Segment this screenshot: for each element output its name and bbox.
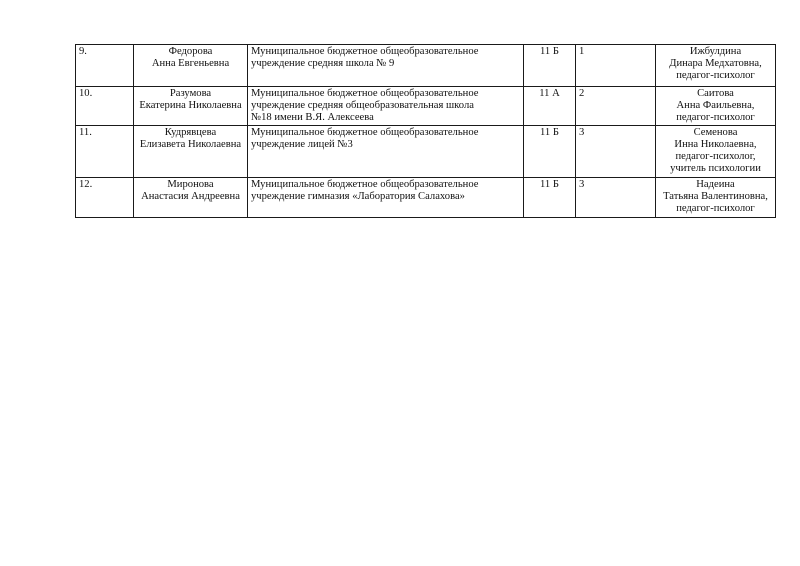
school-line: №18 имени В.Я. Алексеева (251, 112, 374, 124)
mentor (656, 125, 776, 177)
mentor-line: Ижбулдина (689, 46, 742, 57)
participant-given-name: Анастасия Андреевна (141, 190, 240, 202)
school-name (248, 125, 524, 177)
school-line: Муниципальное бюджетное общеобразовательное (251, 46, 479, 57)
school-line: Муниципальное бюджетное общеобразовательное (251, 126, 479, 138)
table-row (76, 87, 776, 126)
mentor-line: педагог-психолог (676, 70, 755, 82)
school-line: Муниципальное бюджетное общеобразовательное (251, 88, 479, 99)
participant-name (134, 45, 248, 87)
mentor-line: Саитова (697, 88, 734, 99)
grade: 11 Б (524, 125, 576, 177)
table-row (76, 177, 776, 217)
school-line: учреждение средняя школа № 9 (251, 58, 395, 70)
participants-table (75, 44, 776, 218)
mentor (656, 45, 776, 87)
participant-given-name: Екатерина Николаевна (139, 100, 242, 112)
row-number: 10. (76, 87, 134, 126)
place: 3 (576, 177, 656, 217)
participant-given-name: Анна Евгеньевна (151, 58, 230, 70)
mentor-line: Инна Николаевна, (674, 138, 757, 150)
place: 2 (576, 87, 656, 126)
mentor-line: Динара Медхатовна, (669, 58, 762, 70)
row-number: 12. (76, 177, 134, 217)
place: 1 (576, 45, 656, 87)
grade: 11 А (524, 87, 576, 126)
school-name (248, 177, 524, 217)
participant-surname: Кудрявцева (164, 126, 217, 138)
participant-surname: Федорова (168, 46, 213, 57)
participant-surname: Миронова (167, 178, 214, 190)
participant-name (134, 125, 248, 177)
participant-given-name: Елизавета Николаевна (139, 138, 242, 150)
mentor-line: Татьяна Валентиновна, (663, 190, 768, 202)
school-line: учреждение гимназия «Лаборатория Салахова» (251, 190, 465, 202)
grade: 11 Б (524, 177, 576, 217)
participant-surname: Разумова (169, 88, 212, 99)
mentor (656, 87, 776, 126)
row-number: 11. (76, 125, 134, 177)
mentor-line: Семенова (693, 126, 738, 138)
place: 3 (576, 125, 656, 177)
grade: 11 Б (524, 45, 576, 87)
school-line: Муниципальное бюджетное общеобразовательное (251, 178, 479, 190)
school-name (248, 87, 524, 126)
mentor-line: педагог-психолог (676, 112, 755, 124)
mentor-line: педагог-психолог, (675, 151, 756, 163)
participant-name (134, 177, 248, 217)
row-number: 9. (76, 45, 134, 87)
school-line: учреждение средняя общеобразовательная школа (251, 100, 474, 112)
mentor (656, 177, 776, 217)
mentor-line: Надеина (696, 178, 735, 190)
school-line: учреждение лицей №3 (251, 138, 353, 150)
participant-name (134, 87, 248, 126)
table-row (76, 125, 776, 177)
mentor-line: Анна Фаильевна, (676, 100, 755, 112)
table-row (76, 45, 776, 87)
mentor-line: учитель психологии (670, 163, 761, 175)
school-name (248, 45, 524, 87)
mentor-line: педагог-психолог (676, 203, 755, 215)
